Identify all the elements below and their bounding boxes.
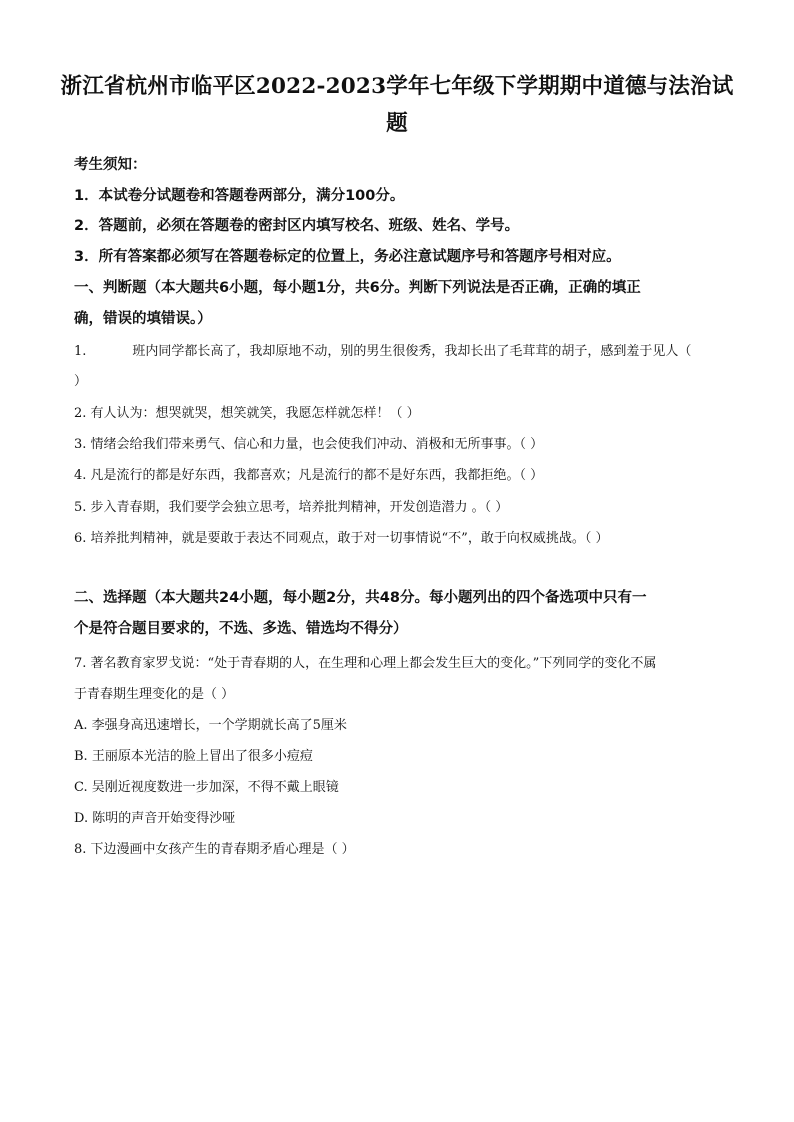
exam-title-line1: 浙江省杭州市临平区2022-2023学年七年级下学期期中道德与法治试 [60, 74, 734, 99]
exam-title-line2: 题 [386, 111, 408, 136]
question-7-option-d: D. 陈明的声音开始变得沙哑 [74, 811, 236, 826]
notice-item-3: 3．所有答案都必须写在答题卷标定的位置上，务必注意试题序号和答题序号相对应。 [74, 249, 621, 265]
section1-heading-line1: 一、判断题（本大题共6小题，每小题1分，共6分。判断下列说法是否正确，正确的填正 [74, 280, 641, 296]
question-1-number: 1. [74, 344, 87, 359]
question-7-line2: 于青春期生理变化的是（ ） [74, 687, 235, 702]
question-2: 2. 有人认为：想哭就哭，想笑就笑，我愿怎样就怎样！（ ） [74, 406, 420, 421]
question-7-option-c: C. 吴刚近视度数进一步加深，不得不戴上眼镜 [74, 780, 339, 795]
question-5: 5. 步入青春期，我们要学会独立思考，培养批判精神，开发创造潜力 。（ ） [74, 500, 509, 515]
question-1-text: 班内同学都长高了，我却原地不动，别的男生很俊秀，我却长出了毛茸茸的胡子，感到羞于见人（ [132, 344, 692, 359]
question-3: 3. 情绪会给我们带来勇气、信心和力量，也会使我们冲动、消极和无所事事。（ ） [74, 437, 544, 452]
section2-heading-line1: 二、选择题（本大题共24小题，每小题2分，共48分。每小题列出的四个备选项中只有一 [74, 590, 647, 606]
question-7-option-b: B. 王丽原本光洁的脸上冒出了很多小痘痘 [74, 749, 313, 764]
notice-item-2: 2．答题前，必须在答题卷的密封区内填写校名、班级、姓名、学号。 [74, 218, 520, 234]
section2-heading-line2: 个是符合题目要求的，不选、多选、错选均不得分） [74, 621, 408, 637]
question-7-option-a: A. 李强身高迅速增长，一个学期就长高了5厘米 [74, 718, 347, 733]
section1-heading-line2: 确，错误的填错误。） [74, 311, 212, 327]
question-8: 8. 下边漫画中女孩产生的青春期矛盾心理是（ ） [74, 842, 355, 857]
notice-heading: 考生须知： [74, 157, 147, 173]
question-4: 4. 凡是流行的都是好东西，我都喜欢；凡是流行的都不是好东西，我都拒绝。（ ） [74, 468, 544, 483]
question-6: 6. 培养批判精神，就是要敢于表达不同观点，敢于对一切事情说“不”，敢于向权威挑战。（ ） [74, 531, 609, 546]
question-1-continued: ） [74, 374, 88, 389]
question-1 [74, 340, 691, 359]
question-7-line1: 7. 著名教育家罗戈说：“处于青春期的人，在生理和心理上都会发生巨大的变化。”下列同学的变化不属 [74, 656, 657, 671]
notice-item-1: 1．本试卷分试题卷和答题卷两部分，满分100分。 [74, 188, 405, 204]
